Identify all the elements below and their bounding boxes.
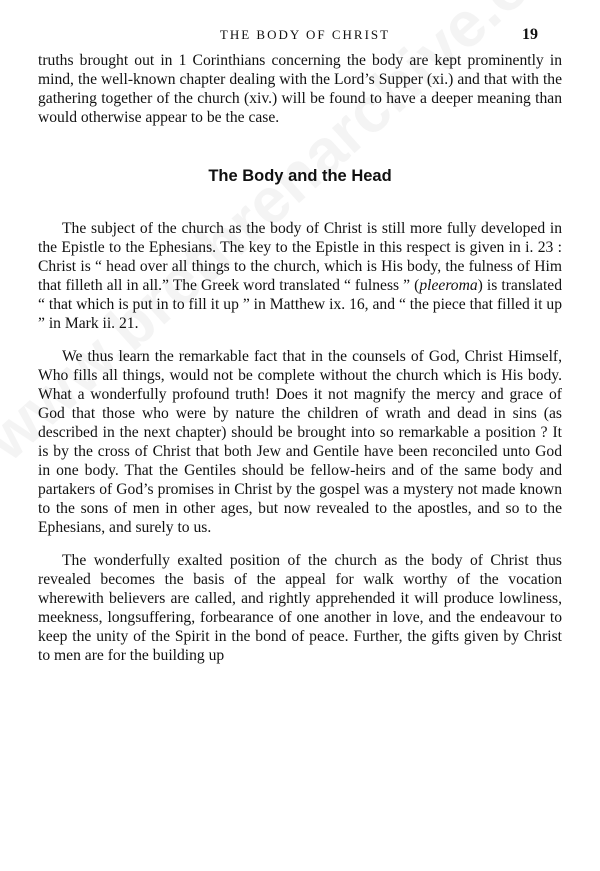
paragraph-1 (38, 219, 562, 333)
body-text (38, 51, 562, 665)
paragraph-3: The wonderfully exalted position of the church as the body of Christ thus revealed becomes the basis of the appeal for walk worthy of the vocation wherewith believers are called, and rightly apprehended it will produce lowliness, meekness, longsuffering, forbearance of one another in love, and the endeavour to keep the unity of the Spirit in the bond of peace. Further, the gifts given by Christ to men are for the building up (38, 552, 562, 664)
running-header (38, 26, 538, 44)
paragraph-1-text-b: ) is translated “ that which is put in to fill it up ” in Matthew ix. 16, and “ the piece that filled it up ” in Mark ii. 21. (38, 277, 562, 332)
paragraph-2: We thus learn the remarkable fact that in the counsels of God, Christ Himself, Who fills all things, would not be complete without the church which is His body. What a wonderfully profound truth! Does it not magnify the mercy and grace of God that those who were by nature the children of wrath and dead in sins (as described in the next chapter) should be brought into so remarkable a position ? It is by the cross of Christ that both Jew and Gentile have been reconciled unto God in one body. That the Gentiles should be fellow-heirs and of the same body and partakers of God’s promises in Christ by the gospel was a mystery not made known to the sons of men in other ages, but now revealed to the apostles, and so to the Ephesians, and surely to us. (38, 348, 562, 536)
section-heading: The Body and the Head (208, 167, 392, 185)
intro-paragraph: truths brought out in 1 Corinthians concerning the body are kept prominently in mind, the well-known chapter dealing with the Lord’s Supper (xi.) and that with the gathering together of the church (xiv.) will be found to have a deeper meaning than would otherwise appear to be the case. (38, 52, 562, 126)
running-title: THE BODY OF CHRIST (219, 27, 391, 42)
page-number: 19 (522, 26, 538, 43)
paragraph-1-text-a: The subject of the church as the body of Christ is still more fully developed in the Epistle to the Ephesians. The key to the Epistle in this respect is given in i. 23 : Christ is “ head over all things to the church, which is His body, the fulness of Him that filleth all in all.” The Greek word translated “ fulness ” ( (38, 220, 562, 294)
greek-term: pleeroma (419, 277, 478, 294)
